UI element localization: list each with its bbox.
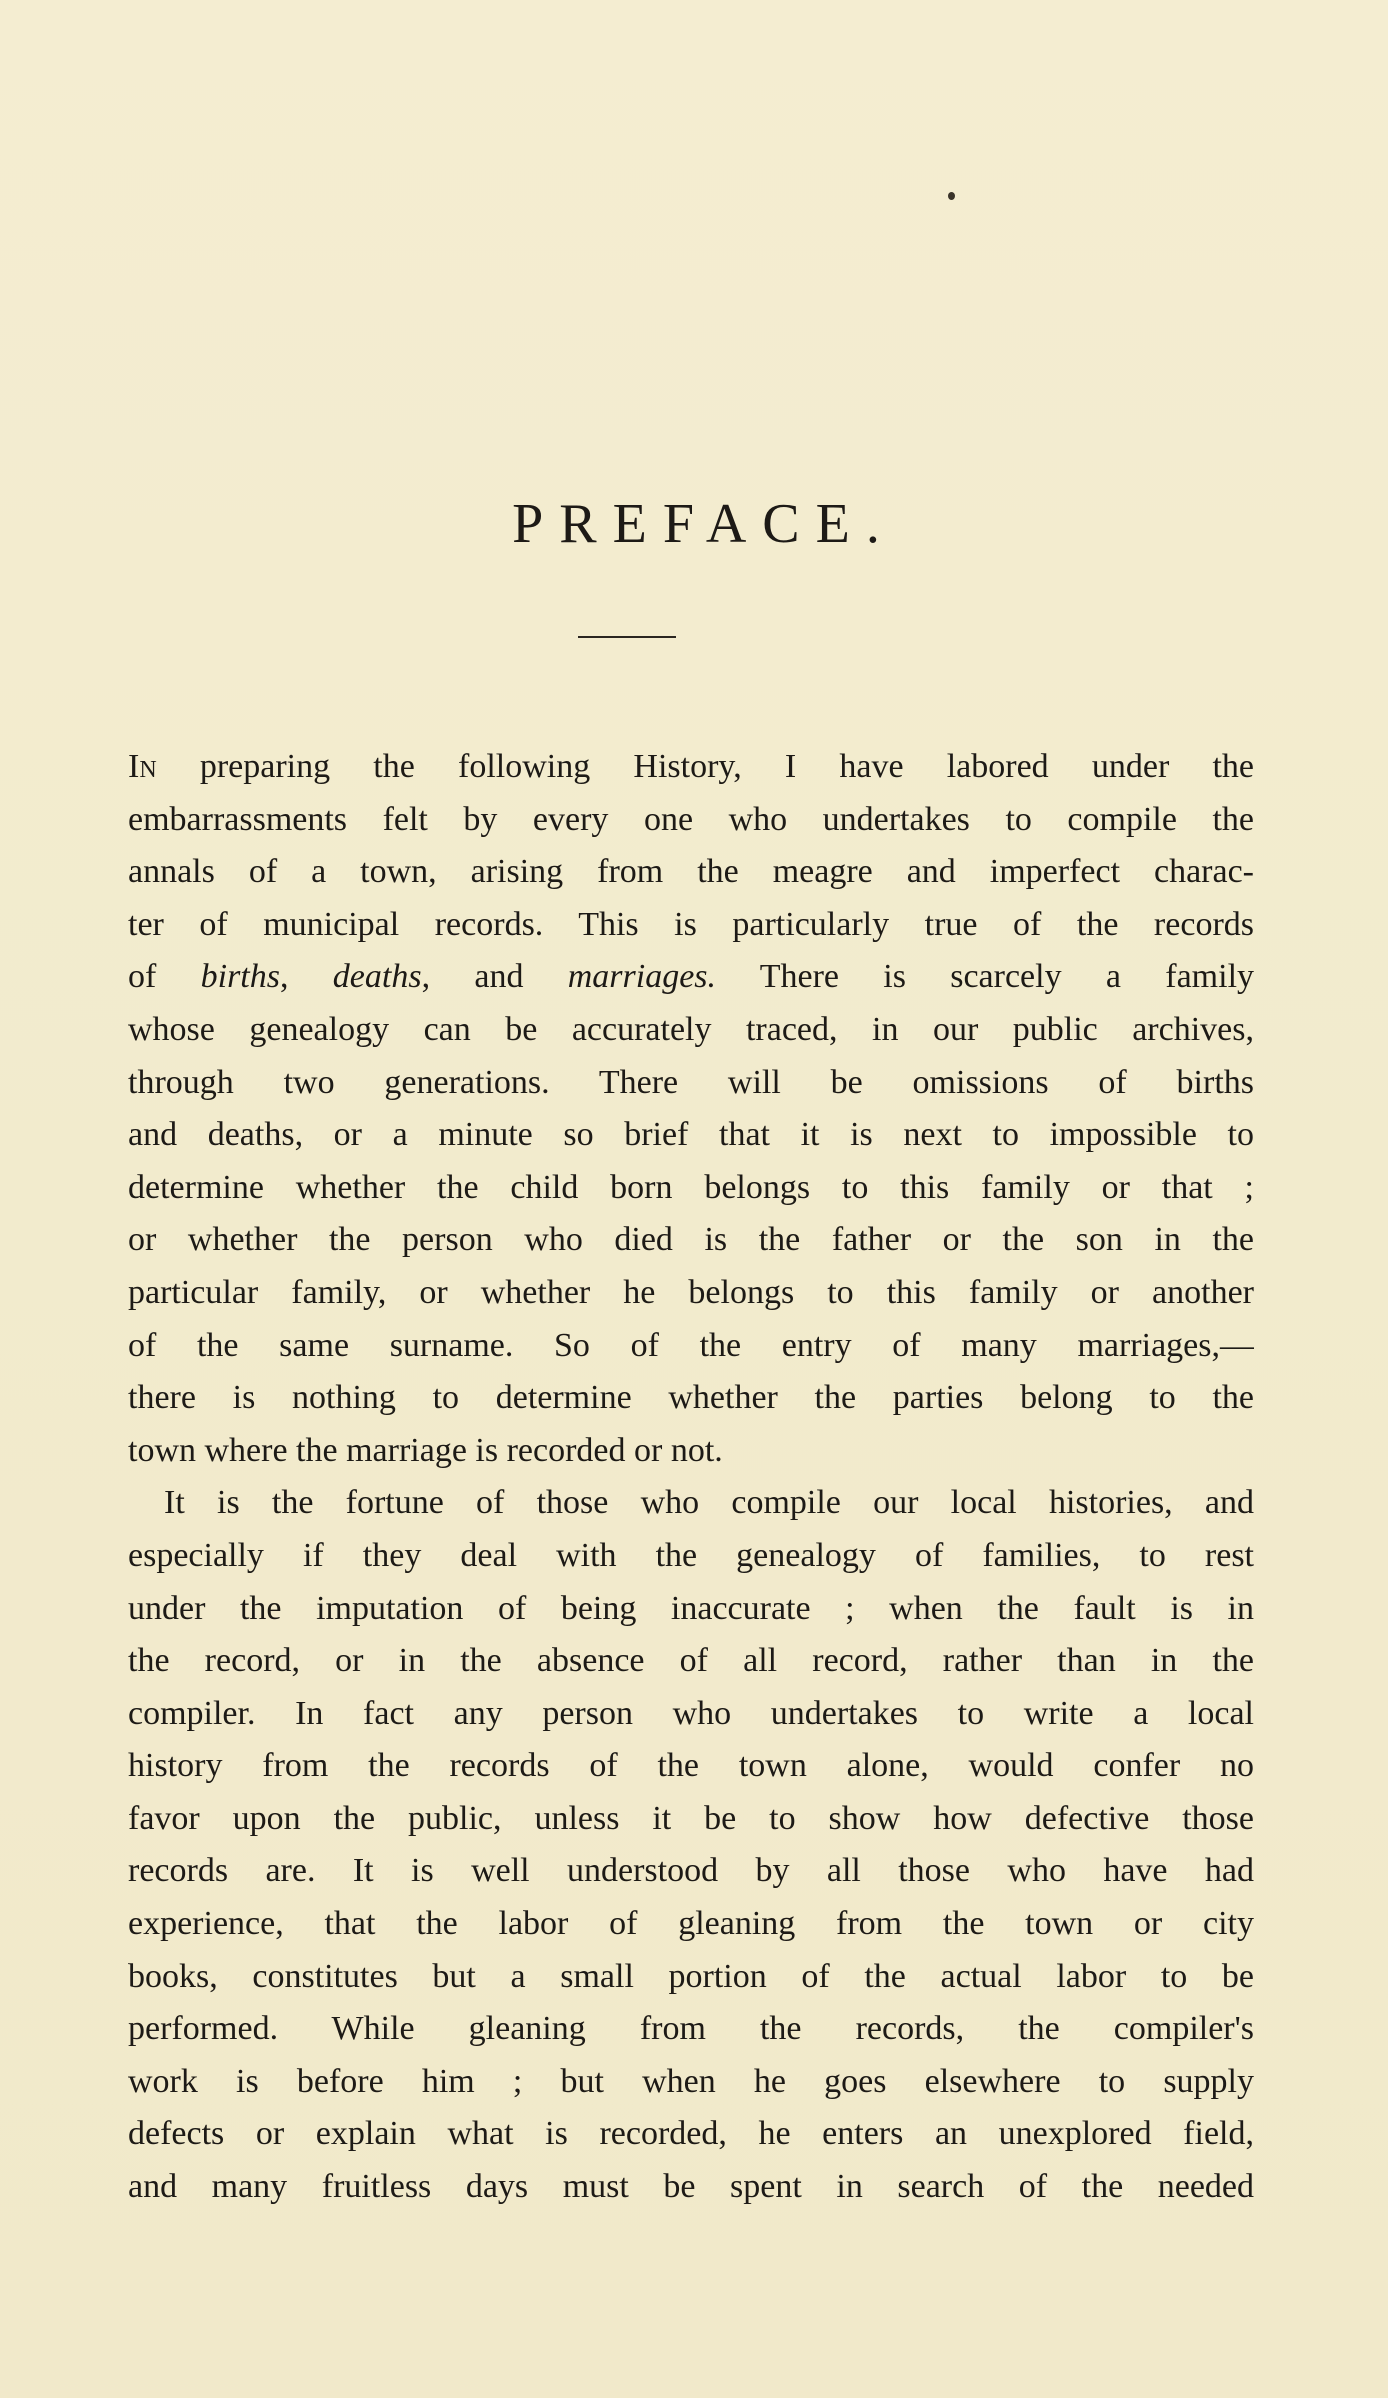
text-line (128, 1688, 1254, 1741)
text-line (128, 1898, 1254, 1951)
text-line (128, 1740, 1254, 1793)
text-run: and many fruitless days must be spent in search of the needed (128, 2168, 1254, 2206)
text-run: It is the fortune of those who compile our local histories, and (164, 1484, 1254, 1522)
text-run: history from the records of the town alone, would confer no (128, 1747, 1254, 1785)
text-run: records are. It is well understood by all those who have had (128, 1852, 1254, 1890)
text-run: books, constitutes but a small portion of the actual labor to be (128, 1957, 1254, 1995)
page-title: PREFACE. (512, 493, 896, 555)
text-run: town where the marriage is recorded or not. (128, 1431, 723, 1469)
text-line (128, 1793, 1254, 1846)
title-rule (578, 636, 676, 638)
text-line (128, 741, 1254, 794)
text-line (128, 2056, 1254, 2109)
text-run: performed. While gleaning from the records, the compiler's (128, 2010, 1254, 2048)
text-run: favor upon the public, unless it be to show how defective those (128, 1799, 1254, 1837)
initial-word: In (128, 748, 157, 785)
text-line (128, 794, 1254, 847)
text-line (128, 1320, 1254, 1373)
text-line (128, 2003, 1254, 2056)
text-line (128, 2161, 1254, 2214)
text-run: There is scarcely a family (716, 958, 1254, 996)
text-line (128, 1583, 1254, 1636)
text-run: annals of a town, arising from the meagre and imperfect charac- (128, 853, 1254, 891)
text-line (128, 1635, 1254, 1688)
text-line (128, 1372, 1254, 1425)
italic-word: births (200, 958, 280, 996)
ink-speck (948, 192, 955, 200)
text-run: whose genealogy can be accurately traced, in our public archives, (128, 1010, 1254, 1048)
italic-word: deaths (332, 958, 422, 996)
text-line (128, 1951, 1254, 2004)
text-run: particular family, or whether he belongs to this family or another (128, 1273, 1254, 1311)
text-line (128, 1057, 1254, 1110)
text-line (128, 899, 1254, 952)
text-run: of (128, 958, 201, 996)
text-line (128, 951, 1254, 1004)
text-line (128, 1530, 1254, 1583)
text-run: under the imputation of being inaccurate ; when the fault is in (128, 1589, 1254, 1627)
text-line (128, 1425, 1254, 1478)
text-run: compiler. In fact any person who undertakes to write a local (128, 1694, 1254, 1732)
text-run: there is nothing to determine whether the parties belong to the (128, 1379, 1254, 1417)
text-run: or whether the person who died is the father or the son in the (128, 1221, 1254, 1259)
text-run: preparing the following History, I have labored under the (156, 748, 1254, 785)
text-run: ter of municipal records. This is particularly true of the records (128, 905, 1254, 943)
text-run: and deaths, or a minute so brief that it is next to impossible to (128, 1116, 1254, 1154)
text-run: determine whether the child born belongs to this family or that ; (128, 1168, 1254, 1206)
text-run: , and (421, 958, 568, 996)
text-run: experience, that the labor of gleaning from the town or city (128, 1905, 1254, 1943)
text-run: through two generations. There will be omissions of births (128, 1063, 1254, 1101)
text-line (128, 1267, 1254, 1320)
text-line (128, 2108, 1254, 2161)
text-run: especially if they deal with the genealogy of families, to rest (128, 1536, 1254, 1574)
text-line (128, 1162, 1254, 1215)
italic-word: marriages. (567, 958, 717, 996)
text-line (128, 1477, 1254, 1530)
text-line (128, 1845, 1254, 1898)
text-run: embarrassments felt by every one who undertakes to compile the (128, 800, 1254, 838)
text-line (128, 1214, 1254, 1267)
text-line (128, 846, 1254, 899)
text-run: of the same surname. So of the entry of many marriages,— (128, 1326, 1254, 1364)
text-run: defects or explain what is recorded, he enters an unexplored field, (128, 2115, 1254, 2153)
text-run: the record, or in the absence of all record, rather than in the (128, 1642, 1254, 1680)
text-run: , (279, 958, 333, 996)
preface-body (128, 741, 1254, 2214)
text-line (128, 1004, 1254, 1057)
text-run: work is before him ; but when he goes elsewhere to supply (128, 2062, 1254, 2100)
text-line (128, 1109, 1254, 1162)
